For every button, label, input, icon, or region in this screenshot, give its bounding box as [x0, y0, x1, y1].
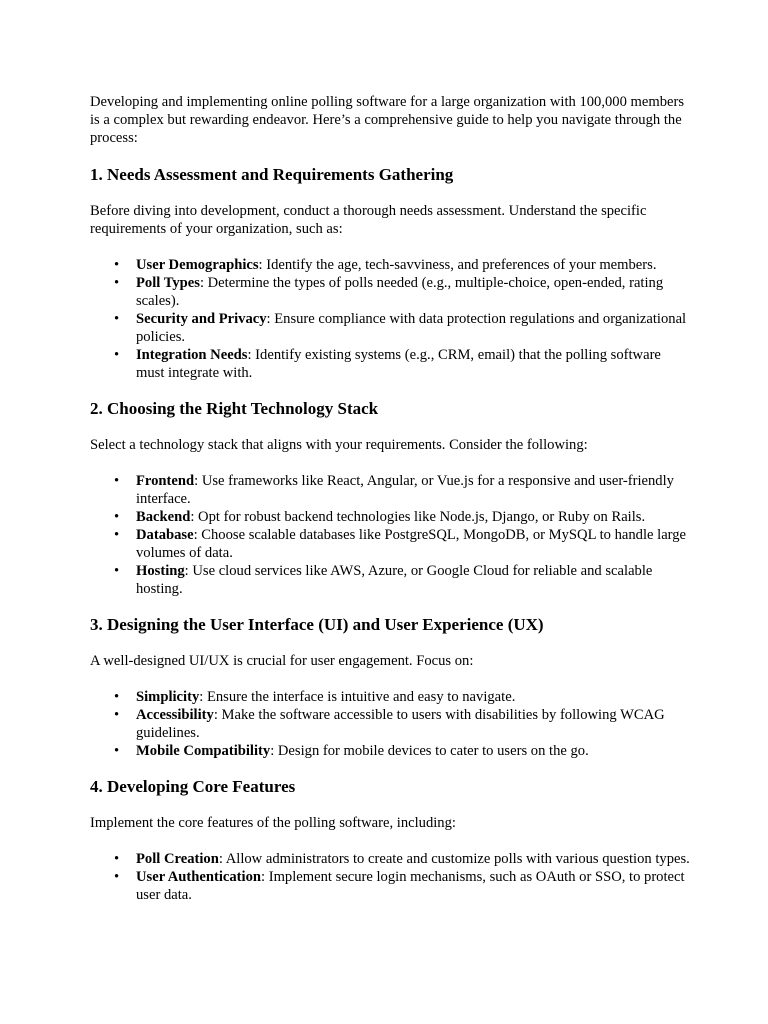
item-text: : Choose scalable databases like PostgreSQL, MongoDB, or MySQL to handle large volumes of data.: [136, 527, 687, 561]
section-heading: 4. Developing Core Features: [90, 777, 296, 796]
section-lead: Before diving into development, conduct a thorough needs assessment. Understand the specific requirements of your organization, such as:: [90, 203, 647, 237]
section-lead: Implement the core features of the polling software, including:: [90, 815, 456, 831]
item-text: : Determine the types of polls needed (e.g., multiple-choice, open-ended, rating scales).: [136, 275, 664, 309]
list-item: [90, 526, 690, 562]
list-item: [90, 868, 690, 904]
item-term: User Demographics: [136, 257, 259, 273]
item-term: Hosting: [136, 563, 185, 579]
item-term: Mobile Compatibility: [136, 743, 271, 759]
intro-paragraph: Developing and implementing online polling software for a large organization with 100,000 members is a complex but rewarding endeavor. Here’s a comprehensive guide to help you navigate through the process:: [90, 94, 685, 146]
list-item: [90, 274, 690, 310]
item-term: Poll Creation: [136, 851, 219, 867]
item-term: Database: [136, 527, 194, 543]
item-text: : Make the software accessible to users with disabilities by following WCAG guidelines.: [136, 707, 665, 741]
list-item: [90, 256, 690, 274]
section-heading: 3. Designing the User Interface (UI) and User Experience (UX): [90, 615, 544, 634]
item-term: Accessibility: [136, 707, 214, 723]
bullet-list: [90, 472, 690, 598]
document-body: [90, 93, 690, 921]
item-text: : Opt for robust backend technologies like Node.js, Django, or Ruby on Rails.: [190, 509, 646, 525]
list-item: [90, 508, 690, 526]
item-text: : Design for mobile devices to cater to users on the go.: [270, 743, 589, 759]
bullet-list: [90, 688, 690, 760]
item-text: : Ensure compliance with data protection regulations and organizational policies.: [136, 311, 687, 345]
list-item: [90, 706, 690, 742]
list-item: [90, 742, 690, 760]
item-text: : Identify the age, tech-savviness, and preferences of your members.: [258, 257, 657, 273]
bullet-list: [90, 850, 690, 904]
section-heading: 1. Needs Assessment and Requirements Gathering: [90, 165, 454, 184]
item-term: Integration Needs: [136, 347, 248, 363]
item-text: : Use cloud services like AWS, Azure, or Google Cloud for reliable and scalable hosting.: [136, 563, 653, 597]
item-text: : Ensure the interface is intuitive and easy to navigate.: [199, 689, 516, 705]
list-item: [90, 310, 690, 346]
item-text: : Identify existing systems (e.g., CRM, email) that the polling software must integrate with.: [136, 347, 661, 381]
list-item: [90, 688, 690, 706]
item-term: Security and Privacy: [136, 311, 267, 327]
item-term: Backend: [136, 509, 191, 525]
item-term: Simplicity: [136, 689, 200, 705]
item-term: User Authentication: [136, 869, 261, 885]
item-term: Frontend: [136, 473, 195, 489]
section-heading: 2. Choosing the Right Technology Stack: [90, 399, 379, 418]
bullet-list: [90, 256, 690, 382]
item-text: : Allow administrators to create and customize polls with various question types.: [218, 851, 690, 867]
section-lead: A well-designed UI/UX is crucial for user engagement. Focus on:: [90, 653, 474, 669]
section-lead: Select a technology stack that aligns with your requirements. Consider the following:: [90, 437, 588, 453]
item-text: : Use frameworks like React, Angular, or Vue.js for a responsive and user-friendly interface.: [136, 473, 674, 507]
item-term: Poll Types: [136, 275, 200, 291]
list-item: [90, 346, 690, 382]
item-text: : Implement secure login mechanisms, such as OAuth or SSO, to protect user data.: [136, 869, 685, 903]
list-item: [90, 562, 690, 598]
list-item: [90, 472, 690, 508]
list-item: [90, 850, 690, 868]
